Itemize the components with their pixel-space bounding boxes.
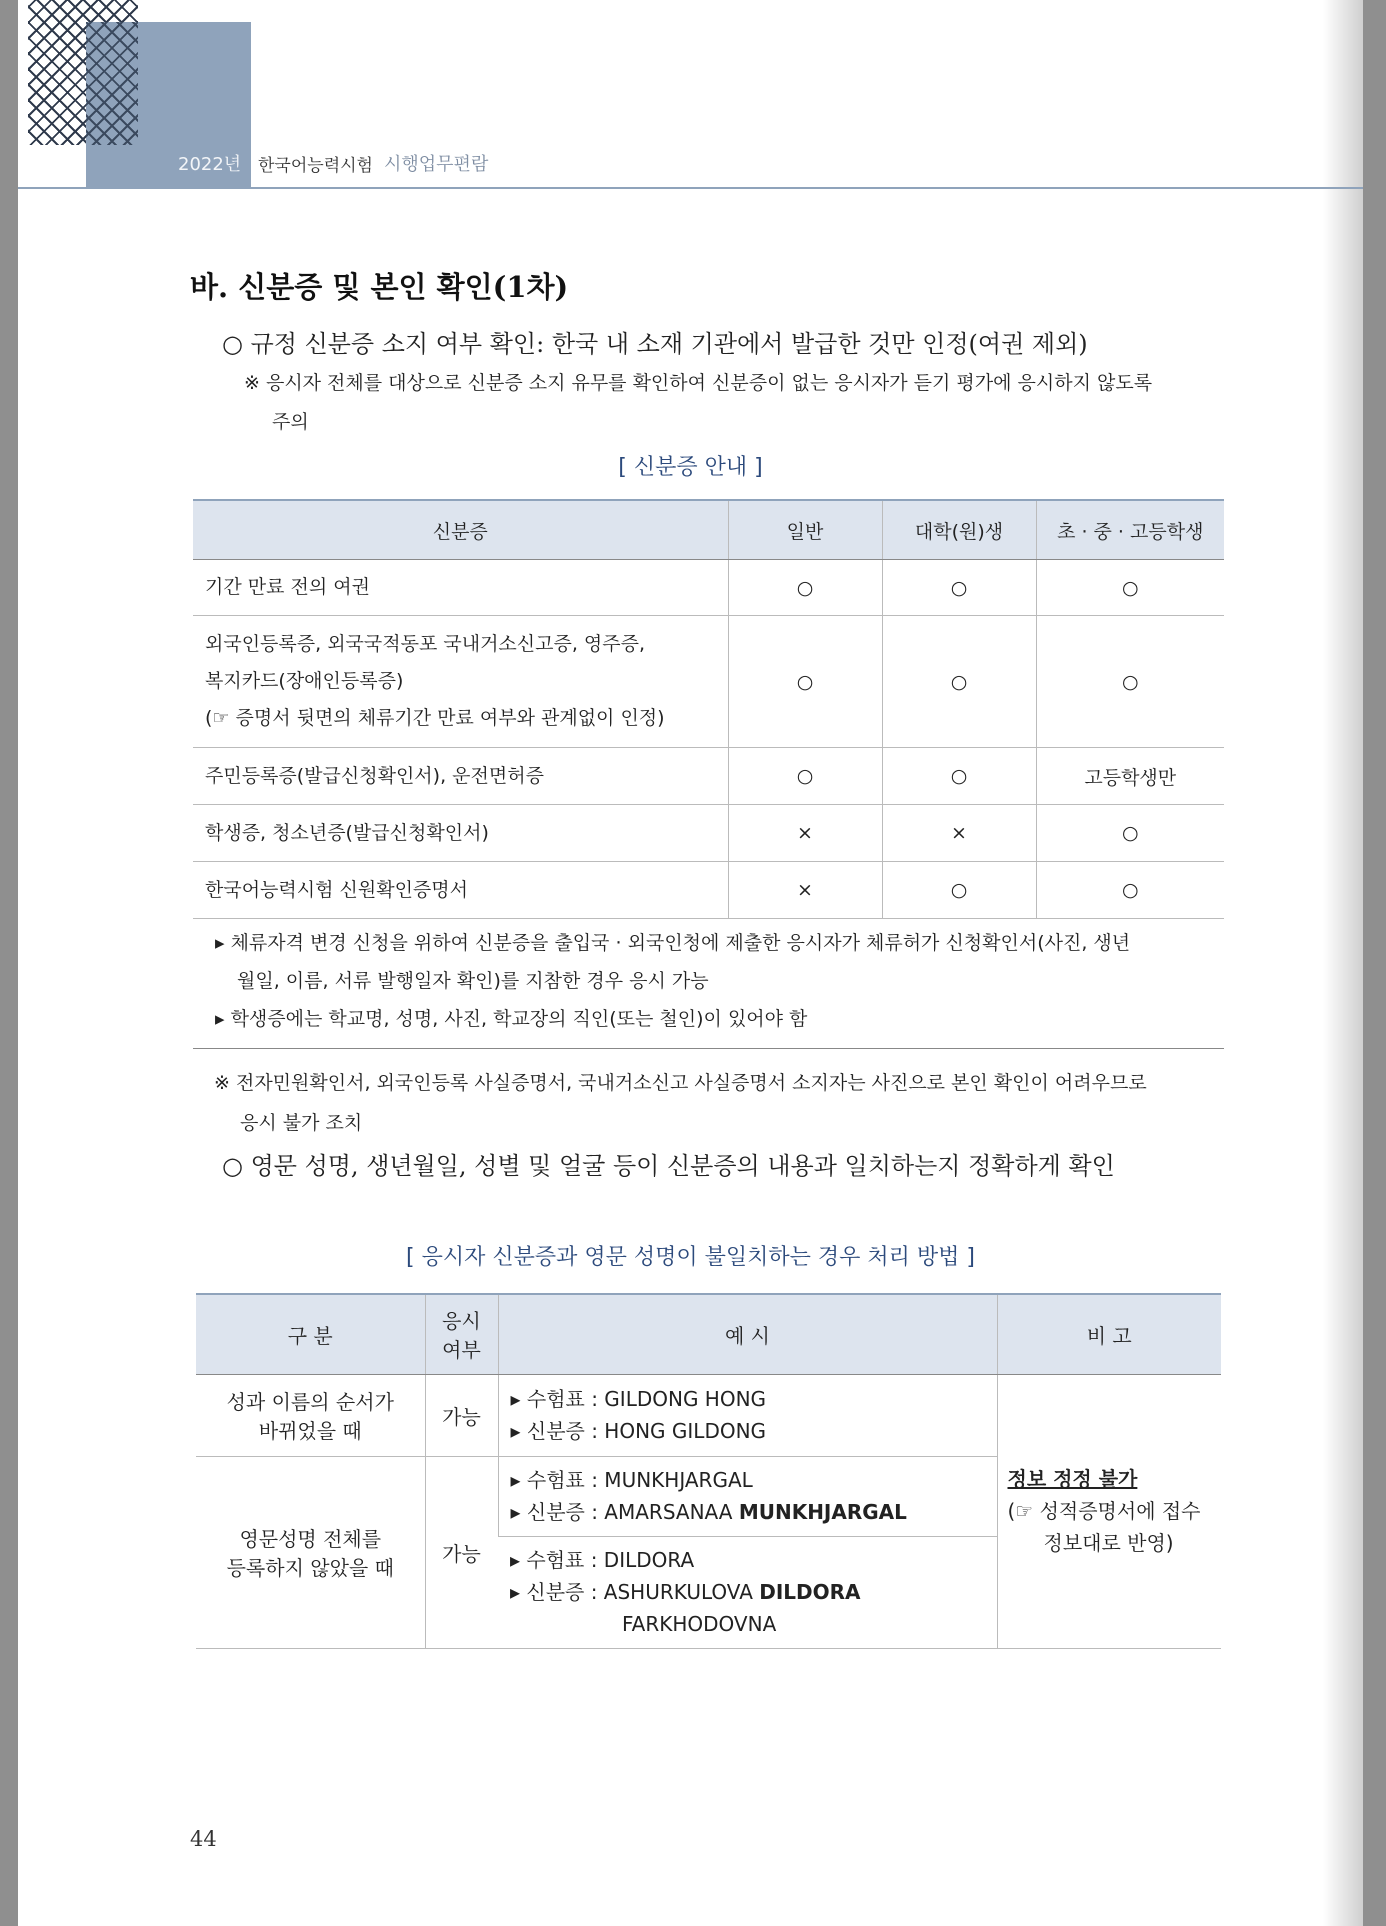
page-edge-shadow — [1323, 0, 1363, 1926]
id-name-line: 외국인등록증, 외국국적동포 국내거소신고증, 영주증, — [205, 633, 646, 655]
example-id — [511, 1496, 996, 1528]
col-example: 예 시 — [498, 1294, 997, 1374]
note-residence-2: 월일, 이름, 서류 발행일자 확인)를 지참한 경우 응시 가능 — [237, 970, 709, 992]
bullet-verify: ○ 영문 성명, 생년월일, 성별 및 얼굴 등이 신분증의 내용과 일치하는지 정확하게 확인 — [222, 1152, 1115, 1180]
header-year: 2022년 — [178, 154, 242, 175]
note-id-check-1: ※ 응시자 전체를 대상으로 신분증 소지 유무를 확인하여 신분증이 없는 응시자가 듣기 평가에 응시하지 않도록 — [244, 372, 1153, 394]
id-name-line: (☞ 증명서 뒷면의 체류기간 만료 여부와 관계없이 인정) — [205, 707, 665, 729]
col-id-type: 신분증 — [193, 500, 728, 560]
id-guide-table — [193, 499, 1224, 919]
col-school: 초 · 중 · 고등학생 — [1036, 500, 1224, 560]
cell-general: ○ — [728, 560, 882, 616]
id-name: 학생증, 청소년증(발급신청확인서) — [193, 805, 728, 862]
example — [498, 1536, 997, 1648]
header-title-sub: 시행업무편람 — [384, 154, 489, 175]
example-ticket: ▸ 수험표 : MUNKHJARGAL — [510, 1468, 753, 1492]
example-id — [510, 1576, 996, 1608]
cell-university: ○ — [882, 862, 1036, 919]
header-title-main: 한국어능력시험 — [258, 156, 373, 176]
cell-school: ○ — [1036, 616, 1224, 748]
cell-school: ○ — [1036, 560, 1224, 616]
category-order-swapped — [196, 1374, 425, 1456]
example-ticket: ▸ 수험표 : GILDONG HONG — [510, 1387, 767, 1411]
table-row — [193, 748, 1224, 805]
col-availability — [425, 1294, 498, 1374]
note-unaccepted-1: ※ 전자민원확인서, 외국인등록 사실증명서, 국내거소신고 사실증명서 소지자는 사진으로 본인 확인이 어려우므로 — [214, 1072, 1147, 1094]
id-name: 기간 만료 전의 여권 — [193, 560, 728, 616]
col-remark: 비 고 — [997, 1294, 1221, 1374]
header-lattice-overlay — [86, 22, 138, 145]
bullet-id-rule: ○ 규정 신분증 소지 여부 확인: 한국 내 소재 기관에서 발급한 것만 인정(여권 제외) — [222, 330, 1088, 358]
example-id-highlight: DILDORA — [759, 1580, 861, 1604]
remark-line: 정보대로 반영) — [1043, 1531, 1174, 1555]
table-row — [193, 862, 1224, 919]
cell-general: ○ — [728, 616, 882, 748]
id-name-line: 복지카드(장애인등록증) — [205, 670, 404, 692]
cell-university: ○ — [882, 560, 1036, 616]
category-line: 영문성명 전체를 — [239, 1527, 382, 1551]
table-row — [193, 805, 1224, 862]
note-id-check-2: 주의 — [272, 411, 309, 433]
col-university: 대학(원)생 — [882, 500, 1036, 560]
id-name: 주민등록증(발급신청확인서), 운전면허증 — [193, 748, 728, 805]
col-general: 일반 — [728, 500, 882, 560]
col-availability-line: 여부 — [442, 1338, 481, 1363]
table-header-row — [193, 500, 1224, 560]
category-line: 등록하지 않았을 때 — [226, 1556, 394, 1580]
category-line: 성과 이름의 순서가 — [226, 1390, 394, 1414]
cell-university: ○ — [882, 748, 1036, 805]
remark-title: 정보 정정 불가 — [1007, 1467, 1138, 1491]
table-row — [196, 1374, 1221, 1456]
example-id-text: ▸ 신분증 : ASHURKULOVA — [510, 1580, 760, 1604]
page-number: 44 — [190, 1827, 217, 1851]
table-row — [193, 616, 1224, 748]
example — [498, 1374, 997, 1456]
table1-notes — [193, 918, 1224, 1049]
cell-school: ○ — [1036, 805, 1224, 862]
name-mismatch-table — [196, 1293, 1221, 1649]
cell-school: 고등학생만 — [1036, 748, 1224, 805]
cell-university: ○ — [882, 616, 1036, 748]
availability: 가능 — [425, 1374, 498, 1456]
remark — [997, 1374, 1221, 1648]
category-partial-name — [196, 1456, 425, 1648]
table-header-row — [196, 1294, 1221, 1374]
cell-general: × — [728, 805, 882, 862]
col-category: 구 분 — [196, 1294, 425, 1374]
cell-general: × — [728, 862, 882, 919]
note-residence-1: ▸ 체류자격 변경 신청을 위하여 신분증을 출입국 · 외국인청에 제출한 응시자가 체류허가 신청확인서(사진, 생년 — [215, 932, 1131, 954]
example-id-highlight: MUNKHJARGAL — [738, 1500, 907, 1524]
availability: 가능 — [425, 1456, 498, 1648]
id-name — [193, 616, 728, 748]
table-row — [193, 560, 1224, 616]
example-id: ▸ 신분증 : HONG GILDONG — [510, 1419, 767, 1443]
example-id-cont: FARKHODOVNA — [622, 1612, 777, 1636]
section-title: 바. 신분증 및 본인 확인(1차) — [190, 270, 569, 304]
cell-university: × — [882, 805, 1036, 862]
cell-school: ○ — [1036, 862, 1224, 919]
example-id-text: ▸ 신분증 : AMARSANAA — [510, 1500, 739, 1524]
note-student-id: ▸ 학생증에는 학교명, 성명, 사진, 학교장의 직인(또는 철인)이 있어야 함 — [215, 1008, 808, 1030]
table2-caption: [ 응시자 신분증과 영문 성명이 불일치하는 경우 처리 방법 ] — [406, 1245, 975, 1270]
cell-general: ○ — [728, 748, 882, 805]
table1-caption: [ 신분증 안내 ] — [618, 455, 763, 480]
document-page — [18, 0, 1363, 1926]
example — [498, 1456, 997, 1536]
remark-line: (☞ 성적증명서에 접수 — [1007, 1499, 1201, 1523]
note-unaccepted-2: 응시 불가 조치 — [240, 1112, 363, 1134]
col-availability-line: 응시 — [442, 1309, 481, 1334]
header-rule — [18, 187, 1363, 189]
example-ticket: ▸ 수험표 : DILDORA — [510, 1548, 695, 1572]
category-line: 바뀌었을 때 — [258, 1419, 362, 1443]
id-name: 한국어능력시험 신원확인증명서 — [193, 862, 728, 919]
